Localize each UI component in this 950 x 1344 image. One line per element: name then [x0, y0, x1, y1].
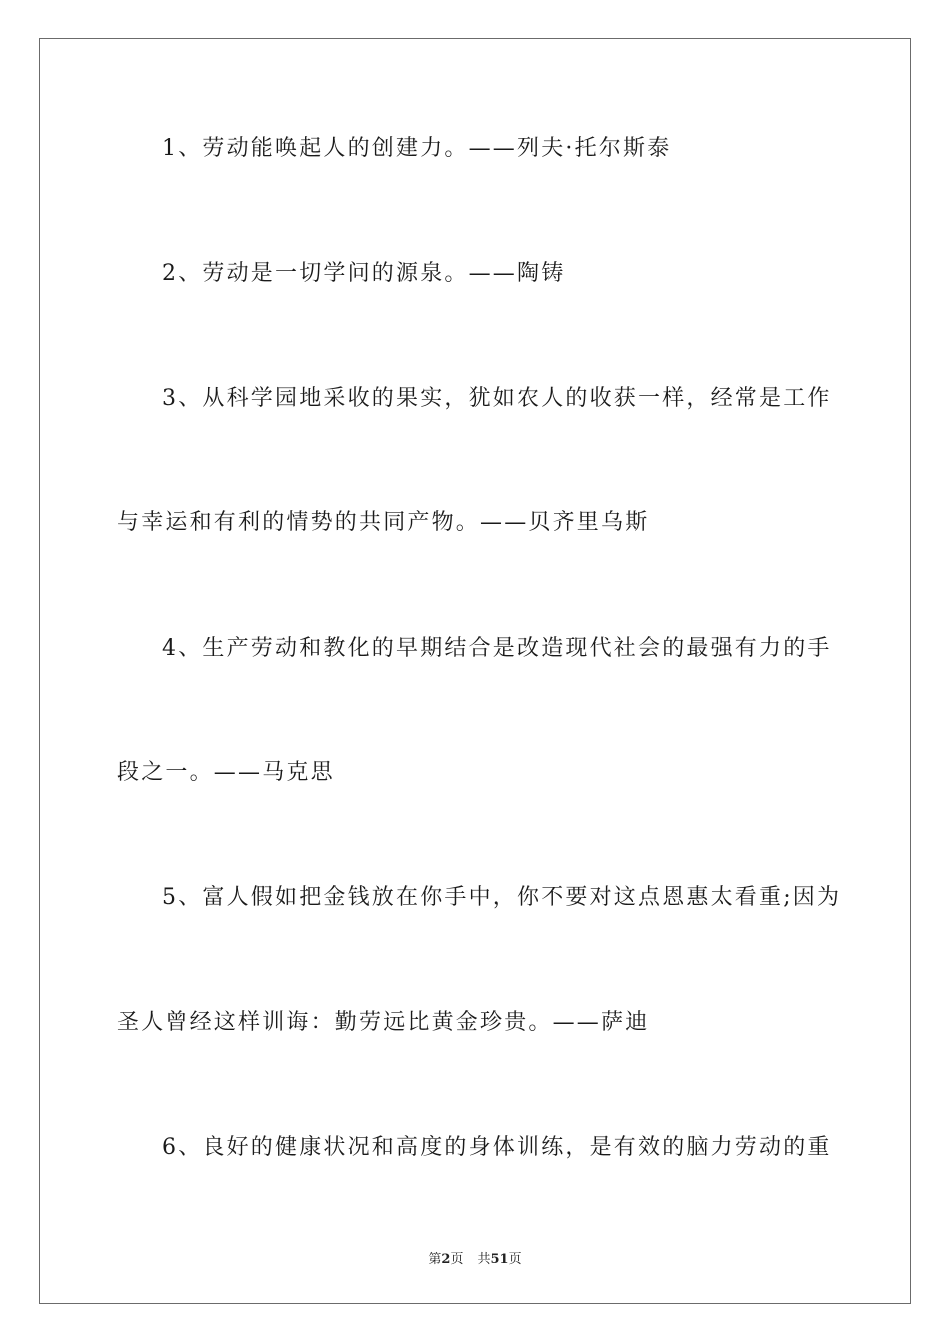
quote-line-5-continued: 圣人曾经这样训诲：勤劳远比黄金珍贵。——萨迪 [117, 1010, 650, 1035]
quote-line-6: 6、良好的健康状况和高度的身体训练，是有效的脑力劳动的重 [162, 1135, 832, 1160]
page-number: 2 [441, 1252, 451, 1267]
total-suffix: 页 [508, 1252, 522, 1267]
quote-line-3-continued: 与幸运和有利的情势的共同产物。——贝齐里乌斯 [117, 510, 650, 535]
quote-line-1: 1、劳动能唤起人的创建力。——列夫·托尔斯泰 [162, 136, 672, 161]
quote-line-5: 5、富人假如把金钱放在你手中，你不要对这点恩惠太看重;因为 [162, 885, 842, 910]
total-prefix: 共 [477, 1252, 491, 1267]
page-footer [0, 1248, 950, 1267]
quote-line-4-continued: 段之一。——马克思 [117, 760, 335, 785]
quote-line-3: 3、从科学园地采收的果实，犹如农人的收获一样，经常是工作 [162, 386, 832, 411]
page-prefix: 第 [428, 1252, 442, 1267]
total-pages: 51 [490, 1252, 509, 1267]
quote-line-2: 2、劳动是一切学问的源泉。——陶铸 [162, 261, 566, 286]
page-border [39, 38, 911, 1304]
quote-line-4: 4、生产劳动和教化的早期结合是改造现代社会的最强有力的手 [162, 636, 832, 661]
page-suffix: 页 [450, 1252, 464, 1267]
